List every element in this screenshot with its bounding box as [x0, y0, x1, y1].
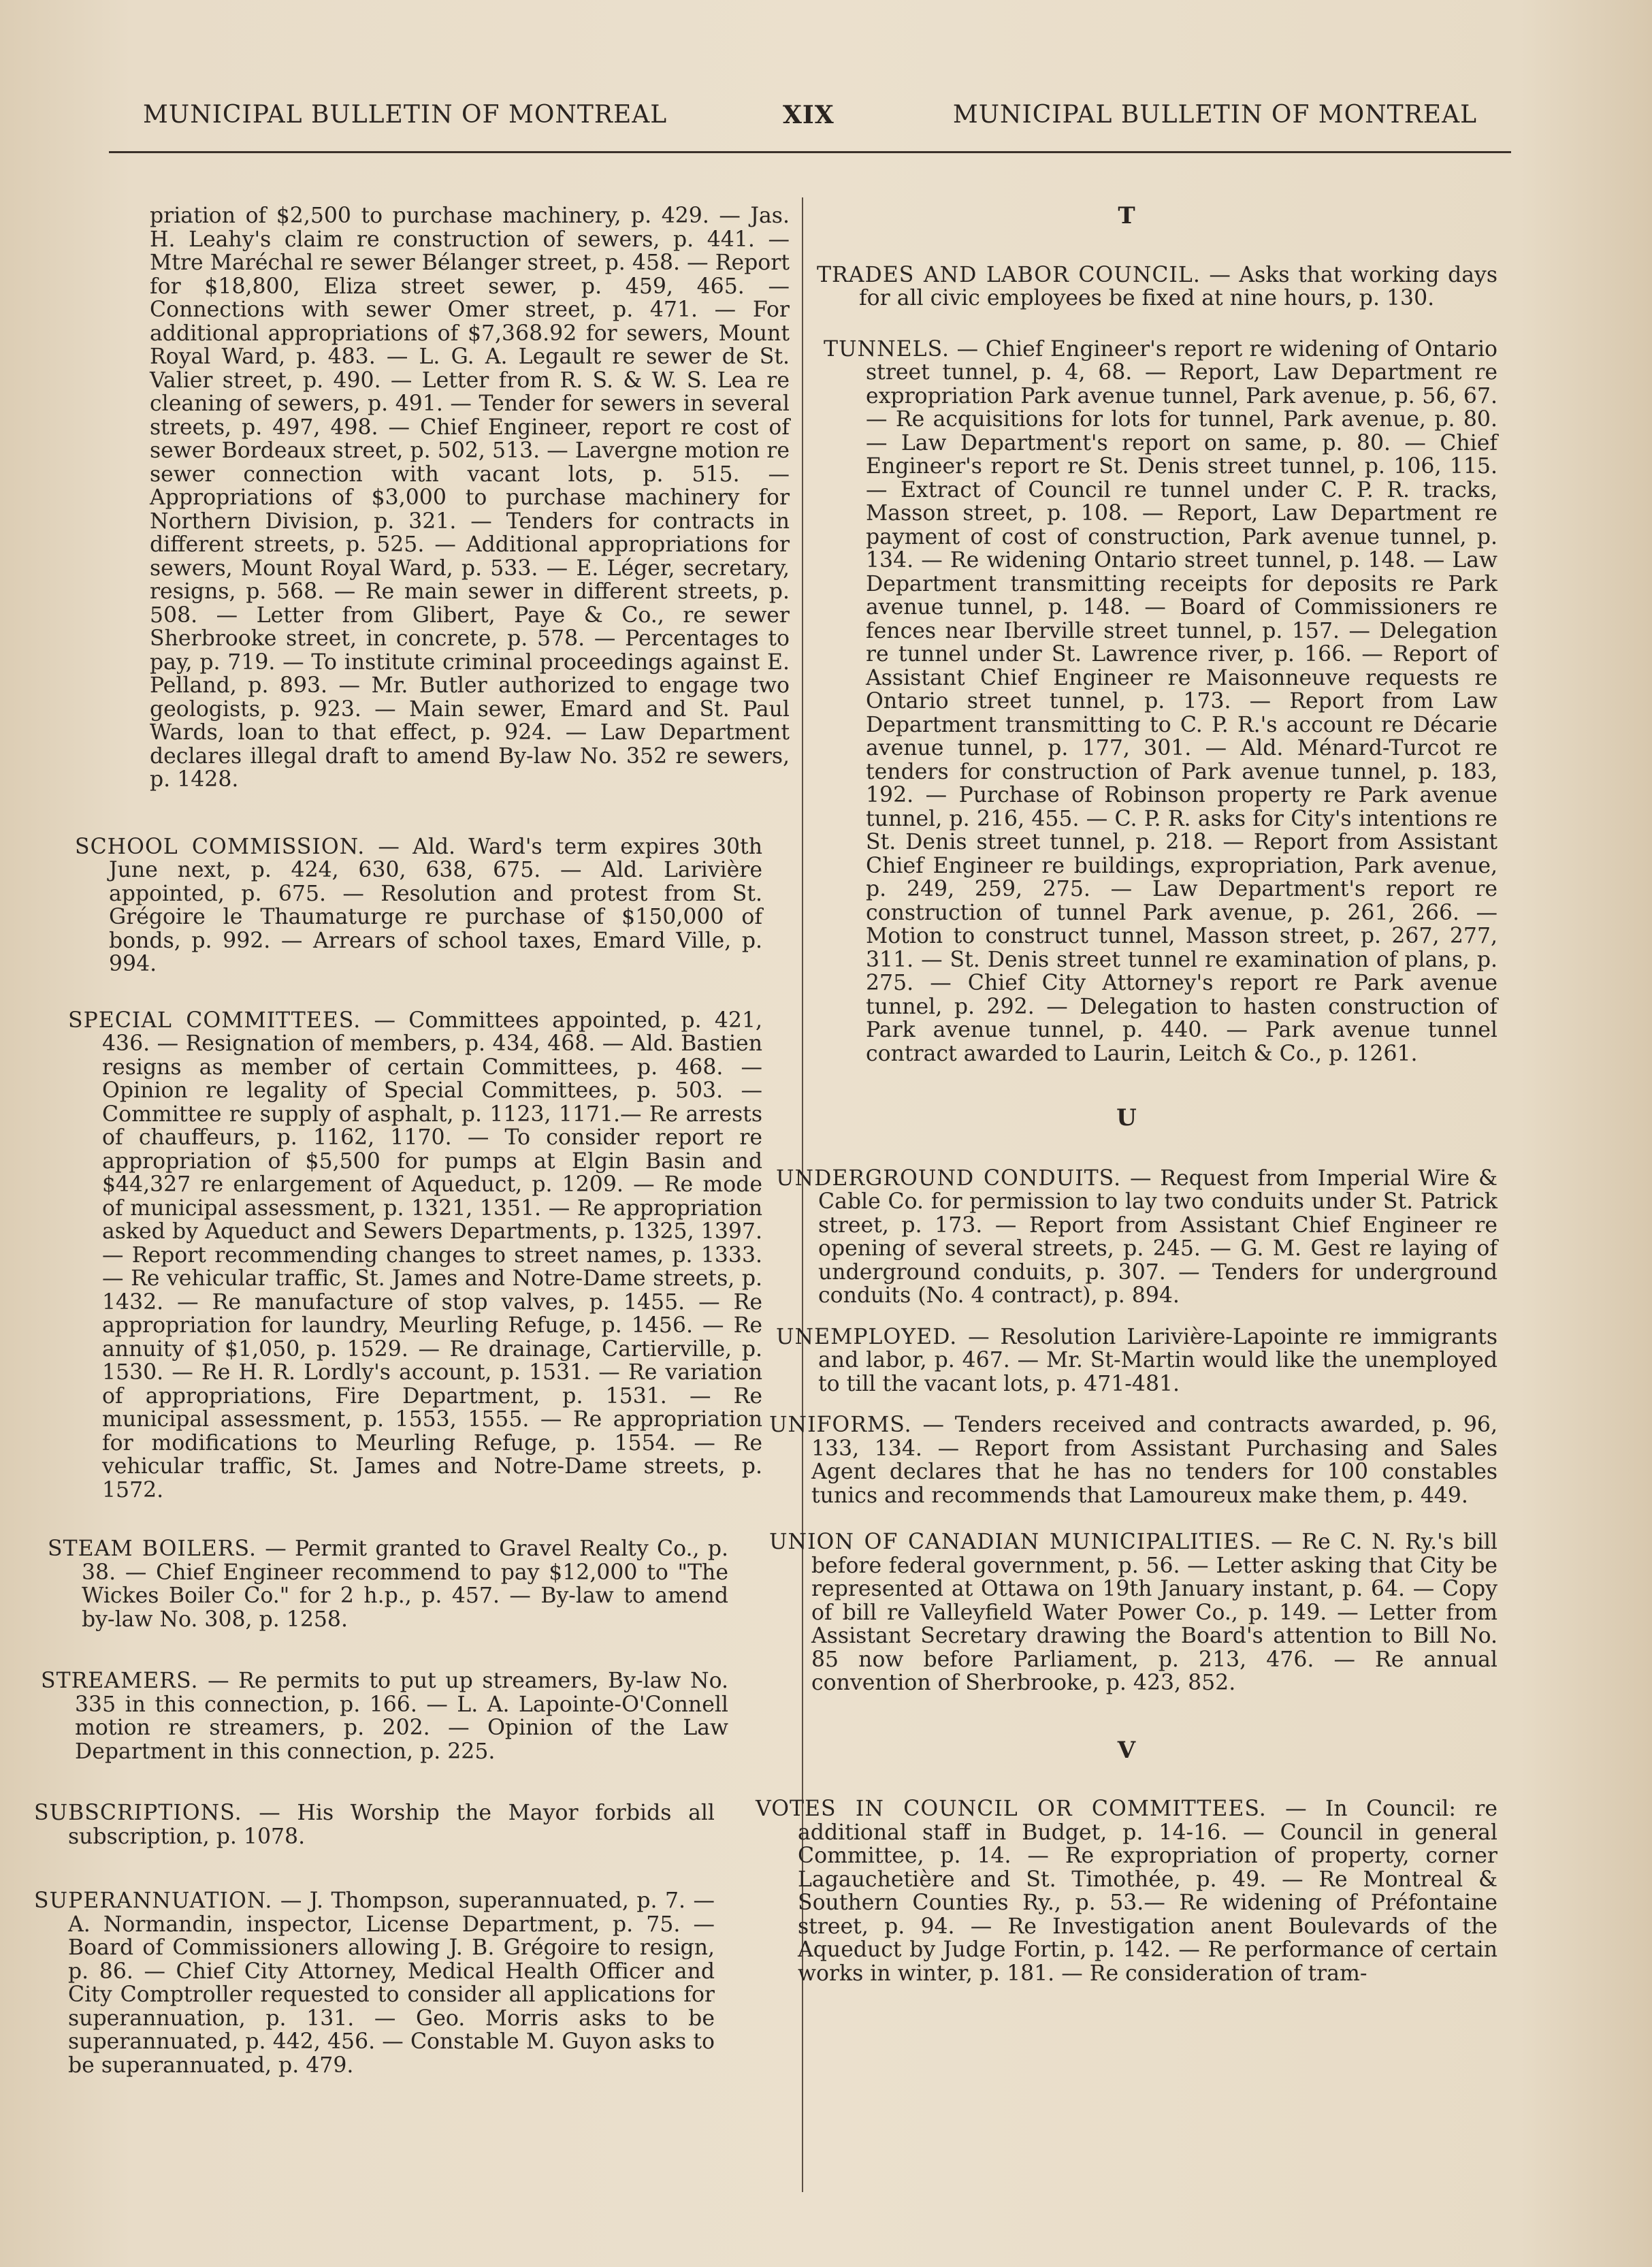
entry-body: — Resolution Larivière-Lapointe re immigrants and labor, p. 467. — Mr. St-Martin would like the unemployed to till the vacant lots, p. 471-481. [818, 1324, 1497, 1396]
entry-heading: SUPERANNUATION. [34, 1888, 273, 1913]
entry-heading: TRADES AND LABOR COUNCIL. [817, 262, 1201, 287]
entry-body: — Asks that working days for all civic employees be fixed at nine hours, p. 130. [859, 262, 1497, 310]
index-entry-superannuation [34, 1889, 715, 2077]
entry-body: — Request from Imperial Wire & Cable Co. for permission to lay two conduits under St. Patrick street, p. 173. — Report from Assistant Chief Engineer re opening of several streets, p. 245. — G. M. Gest re laying of underground conduits, p. 307. — Tenders for underground conduits (No. 4 contract), p. 894. [818, 1165, 1497, 1308]
index-entry-special-committees [68, 1009, 762, 1502]
entry-body: — Chief Engineer's report re widening of Ontario street tunnel, p. 4, 68. — Report, Law Department re expropriation Park avenue tunnel, Park avenue, p. 56, 67. — Re acquisitions for lots for tunnel, Park avenue, p. 80. — Law Department's report on same, p. 80. — Chief Engineer's report re St. Denis street tunnel, p. 106, 115. — Extract of Council re tunnel under C. P. R. tracks, Masson street, p. 108. — Report, Law Department re payment of cost of construction, Park avenue tunnel, p. 134. — Re widening Ontario street tunnel, p. 148. — Law Department transmitting receipts for deposits re Park avenue tunnel, p. 148. — Board of Commissioners re fences near Iberville street tunnel, p. 157. — Delegation re tunnel under St. Lawrence river, p. 166. — Report of Assistant Chief Engineer re Maisonneuve requests re Ontario street tunnel, p. 173. — Report from Law Department transmitting to C. P. R.'s account re Décarie avenue tunnel, p. 177, 301. — Ald. Ménard-Turcot re tenders for construction of Park avenue tunnel, p. 183, 192. — Purchase of Robinson property re Park avenue tunnel, p. 216, 455. — C. P. R. asks for City's intentions re St. Denis street tunnel, p. 218. — Report from Assistant Chief Engineer re buildings, expropriation, Park avenue, p. 249, 259, 275. — Law Department's report re construction of tunnel Park avenue, p. 261, 266. — Motion to construct tunnel, Masson street, p. 267, 277, 311. — St. Denis street tunnel re examination of plans, p. 275. — Chief City Attorney's report re Park avenue tunnel, p. 292. — Delegation to hasten construction of Park avenue tunnel, p. 440. — Park avenue tunnel contract awarded to Laurin, Leitch & Co., p. 1261. [866, 336, 1497, 1066]
running-header [143, 101, 1477, 142]
index-entry-continuation [34, 204, 790, 792]
header-rule [109, 151, 1511, 153]
entry-heading: STREAMERS. [41, 1669, 199, 1693]
section-letter-u: U [1116, 1104, 1137, 1131]
page-number: XIX [783, 101, 835, 129]
entry-heading: UNEMPLOYED. [776, 1324, 958, 1349]
index-entry-trades-and-labor-council [817, 263, 1497, 310]
right-column [756, 204, 1497, 1985]
continuation-text: priation of $2,500 to purchase machinery, p. 429. — Jas. H. Leahy's claim re construction of sewers, p. 441. — Mtre Maréchal re sewer Bélanger street, p. 458. — Report for $18,800, Eliza street sewer, p. 459, 465. — Connections with sewer Omer street, p. 471. — For additional appropriations of $7,368.92 for sewers, Mount Royal Ward, p. 483. — L. G. A. Legault re sewer de St. Valier street, p. 490. — Letter from R. S. & W. S. Lea re cleaning of sewers, p. 491. — Tender for sewers in several streets, p. 497, 498. — Chief Engineer, report re cost of sewer Bordeaux street, p. 502, 513. — Lavergne motion re sewer connection with vacant lots, p. 515. — Appropriations of $3,000 to purchase machinery for Northern Division, p. 321. — Tenders for contracts in different streets, p. 525. — Additional appropriations for sewers, Mount Royal Ward, p. 533. — E. Léger, secretary, resigns, p. 568. — Re main sewer in different streets, p. 508. — Letter from Glibert, Paye & Co., re sewer Sherbrooke street, in concrete, p. 578. — Percentages to pay, p. 719. — To institute criminal proceedings against E. Pelland, p. 893. — Mr. Butler authorized to engage two geologists, p. 923. — Main sewer, Emard and St. Paul Wards, loan to that effect, p. 924. — Law Department declares illegal draft to amend By-law No. 352 re sewers, p. 1428. [150, 204, 790, 792]
index-entry-steam-boilers [48, 1537, 728, 1631]
entry-heading: UNDERGROUND CONDUITS. [776, 1165, 1122, 1191]
entry-body: — In Council: re additional staff in Budget, p. 14-16. — Council in general Committee, p. 14. — Re expropriation of property, corner Lagauchetière and St. Timothée, p. 49. — Re Montreal & Southern Counties Ry., p. 53.— Re widening of Préfontaine street, p. 94. — Re Investigation anent Boulevards of the Aqueduct by Judge Fortin, p. 142. — Re performance of certain works in winter, p. 181. — Re consideration of tram- [798, 1797, 1497, 1986]
entry-heading: SUBSCRIPTIONS. [34, 1801, 242, 1825]
entry-body: — His Worship the Mayor forbids all subscription, p. 1078. [68, 1801, 715, 1849]
entry-heading: UNIFORMS. [769, 1413, 912, 1437]
index-entry-streamers [41, 1669, 728, 1763]
entry-body: — Re permits to put up streamers, By-law No. 335 in this connection, p. 166. — L. A. Lapointe-O'Connell motion re streamers, p. 202. — Opinion of the Law Department in this connection, p. 225. [75, 1669, 728, 1764]
section-letter-v: V [1117, 1736, 1136, 1764]
entry-body: — J. Thompson, superannuated, p. 7. — A. Normandin, inspector, License Department, p. 75. — Board of Commissioners allowing J. B. Grégoire to resign, p. 86. — Chief City Attorney, Medical Health Officer and City Comptroller requested to consider all applications for superannuation, p. 131. — Geo. Morris asks to be superannuated, p. 442, 456. — Constable M. Guyon asks to be superannuated, p. 479. [68, 1888, 715, 2078]
index-entry-school-commission [75, 835, 762, 976]
index-entry-tunnels [824, 338, 1497, 1066]
index-entry-subscriptions [34, 1801, 715, 1848]
section-letter-t: T [1118, 202, 1135, 229]
entry-body: — Re C. N. Ry.'s bill before federal government, p. 56. — Letter asking that City be represented at Ottawa on 19th January instant, p. 64. — Copy of bill re Valleyfield Water Power Co., p. 149. — Letter from Assistant Secretary drawing the Board's attention to Bill No. 85 now before Parliament, p. 213, 476. — Re annual convention of Sherbrooke, p. 423, 852. [811, 1530, 1497, 1695]
entry-heading: SCHOOL COMMISSION. [75, 834, 366, 859]
entry-heading: STEAM BOILERS. [48, 1537, 257, 1561]
entry-body: — Ald. Ward's term expires 30th June next, p. 424, 630, 638, 675. — Ald. Larivière appointed, p. 675. — Resolution and protest from St. Grégoire le Thaumaturge re purchase of $150,000 of bonds, p. 992. — Arrears of school taxes, Emard Ville, p. 994. [109, 834, 763, 976]
entry-heading: VOTES IN COUNCIL OR COMMITTEES. [756, 1797, 1267, 1821]
entry-heading: SPECIAL COMMITTEES. [68, 1008, 361, 1033]
header-right-title: MUNICIPAL BULLETIN OF MONTREAL [952, 101, 1477, 129]
index-entry-uniforms [769, 1413, 1497, 1507]
index-entry-votes-in-council [756, 1797, 1497, 1985]
entry-body: — Permit granted to Gravel Realty Co., p. 38. — Chief Engineer recommend to pay $12,000 to "The Wickes Boiler Co." for 2 h.p., p. 457. — By-law to amend by-law No. 308, p. 1258. [82, 1537, 728, 1632]
entry-heading: TUNNELS. [824, 336, 950, 361]
index-entry-underground-conduits [776, 1167, 1497, 1308]
entry-body: — Committees appointed, p. 421, 436. — Resignation of members, p. 434, 468. — Ald. Bastien resigns as member of certain Committees, p. 468. — Opinion re legality of Special Committees, p. 503. — Committee re supply of asphalt, p. 1123, 1171.— Re arrests of chauffeurs, p. 1162, 1170. — To consider report re appropriation of $5,500 for pumps at Elgin Basin and $44,327 re enlargement of Aqueduct, p. 1209. — Re mode of municipal assessment, p. 1321, 1351. — Re appropriation asked by Aqueduct and Sewers Departments, p. 1325, 1397. — Report recommending changes to street names, p. 1333. — Re vehicular traffic, St. James and Notre-Dame streets, p. 1432. — Re manufacture of stop valves, p. 1455. — Re appropriation for laundry, Meurling Refuge, p. 1456. — Re annuity of $1,050, p. 1529. — Re drainage, Cartierville, p. 1530. — Re H. R. Lordly's account, p. 1531. — Re variation of appropriations, Fire Department, p. 1531. — Re municipal assessment, p. 1553, 1555. — Re appropriation for modifications to Meurling Refuge, p. 1554. — Re vehicular traffic, St. James and Notre-Dame streets, p. 1572. [102, 1008, 763, 1502]
entry-body: — Tenders received and contracts awarded, p. 96, 133, 134. — Report from Assistant Purchasing and Sales Agent declares that he has no tenders for 100 constables tunics and recommends that Lamoureux make them, p. 449. [811, 1413, 1497, 1508]
entry-heading: UNION OF CANADIAN MUNICIPALITIES. [769, 1530, 1262, 1554]
index-entry-unemployed [776, 1325, 1497, 1396]
left-column [34, 204, 790, 2077]
index-entry-union-of-canadian-municipalities [769, 1530, 1497, 1695]
header-left-title: MUNICIPAL BULLETIN OF MONTREAL [143, 101, 668, 129]
